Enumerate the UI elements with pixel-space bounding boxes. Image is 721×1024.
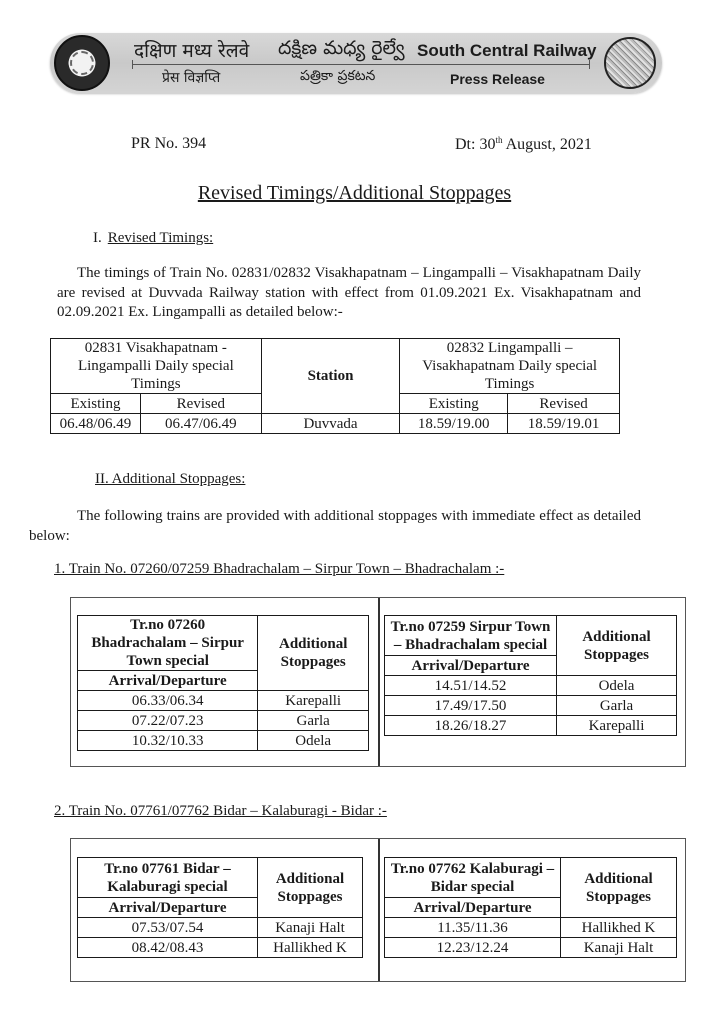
table-cell: 06.47/06.49: [140, 414, 261, 434]
hindi-title: दक्षिण मध्य रेलवे: [134, 40, 250, 62]
table-row: [51, 414, 620, 434]
telugu-title: దక్షిణ మధ్య రైల్వే: [278, 37, 405, 59]
section-2-heading: II. Additional Stoppages:: [95, 471, 246, 487]
table-row: [385, 696, 677, 716]
station-cell: Odela: [557, 676, 677, 696]
table-cell: 18.59/19.00: [400, 414, 508, 434]
section-2-paragraph: The following trains are provided with additional stoppages with immediate effect as detailed below:: [29, 508, 641, 544]
station-header: Station: [261, 339, 400, 414]
train-1-heading: 1. Train No. 07260/07259 Bhadrachalam – Sirpur Town – Bhadrachalam :-: [54, 561, 505, 577]
station-cell: Garla: [258, 711, 369, 731]
station-cell: Garla: [557, 696, 677, 716]
section-1-label: Revised Timings:: [107, 230, 214, 246]
station-cell: Hallikhed K: [258, 938, 363, 958]
station-cell: Odela: [258, 731, 369, 751]
stoppage-header: Additional Stoppages: [258, 858, 363, 918]
train-2-heading: 2. Train No. 07761/07762 Bidar – Kalaburagi - Bidar :-: [54, 803, 387, 819]
date-day: Dt: 30: [455, 136, 496, 153]
table-row: [385, 918, 677, 938]
time-header: Arrival/Departure: [78, 671, 258, 691]
banner-divider: [132, 64, 590, 65]
station-cell: Kanaji Halt: [561, 938, 677, 958]
date-ordinal: th: [495, 135, 503, 145]
table-row: [78, 691, 369, 711]
table-row: [385, 938, 677, 958]
right-group-header: 02832 Lingampalli – Visakhapatnam Daily special Timings: [400, 339, 620, 394]
station-cell: Karepalli: [557, 716, 677, 736]
left-group-header: 02831 Visakhapatnam - Lingampalli Daily special Timings: [51, 339, 262, 394]
time-cell: 10.32/10.33: [78, 731, 258, 751]
train-header: Tr.no 07761 Bidar – Kalaburagi special: [78, 858, 258, 898]
locomotive-emblem-icon: [604, 37, 656, 89]
time-cell: 18.26/18.27: [385, 716, 557, 736]
table-row: [385, 676, 677, 696]
date-month-year: August, 2021: [502, 136, 592, 153]
train-header: Tr.no 07259 Sirpur Town – Bhadrachalam special: [385, 616, 557, 656]
hindi-subtitle: प्रेस विज्ञप्ति: [162, 70, 221, 86]
press-release-number: PR No. 394: [131, 135, 207, 152]
time-header: Arrival/Departure: [385, 898, 561, 918]
time-cell: 07.53/07.54: [78, 918, 258, 938]
stoppage-header: Additional Stoppages: [557, 616, 677, 676]
sub-header: Revised: [140, 394, 261, 414]
table-row: [385, 716, 677, 736]
table-row: [78, 918, 363, 938]
section-1-number: I.: [93, 230, 102, 246]
english-title: South Central Railway: [417, 41, 597, 60]
time-cell: 11.35/11.36: [385, 918, 561, 938]
section-1-heading: [93, 230, 213, 247]
station-cell: Kanaji Halt: [258, 918, 363, 938]
table-row: [78, 711, 369, 731]
stoppage-table-07260: [77, 615, 369, 751]
revised-timings-table: [50, 338, 620, 434]
sub-header: Existing: [400, 394, 508, 414]
train-header: Tr.no 07762 Kalaburagi – Bidar special: [385, 858, 561, 898]
time-cell: 08.42/08.43: [78, 938, 258, 958]
stoppage-table-07762: [384, 857, 677, 958]
stoppage-table-07259: [384, 615, 677, 736]
time-cell: 07.22/07.23: [78, 711, 258, 731]
table-cell: 18.59/19.01: [508, 414, 620, 434]
stoppage-header: Additional Stoppages: [258, 616, 369, 691]
telugu-subtitle: పత్రికా ప్రకటన: [300, 68, 376, 84]
station-cell: Karepalli: [258, 691, 369, 711]
stoppage-table-07761: [77, 857, 363, 958]
train-header: Tr.no 07260 Bhadrachalam – Sirpur Town special: [78, 616, 258, 671]
stoppage-header: Additional Stoppages: [561, 858, 677, 918]
sub-header: Existing: [51, 394, 141, 414]
time-cell: 06.33/06.34: [78, 691, 258, 711]
section-1-paragraph: The timings of Train No. 02831/02832 Visakhapatnam – Lingampalli – Visakhapatnam Daily are revised at Duvvada Railway station with effect from 01.09.2021 Ex. Visakhapatnam and 02.09.2021 Ex. Lingampalli as detailed below:-: [57, 265, 641, 320]
time-cell: 14.51/14.52: [385, 676, 557, 696]
table-row: [78, 938, 363, 958]
sub-header: Revised: [508, 394, 620, 414]
time-cell: 12.23/12.24: [385, 938, 561, 958]
indian-railways-emblem-icon: [54, 35, 110, 91]
table-cell: 06.48/06.49: [51, 414, 141, 434]
english-subtitle: Press Release: [450, 71, 545, 87]
table-row: [78, 731, 369, 751]
table-cell: Duvvada: [261, 414, 400, 434]
page-title: Revised Timings/Additional Stoppages: [197, 182, 512, 204]
time-cell: 17.49/17.50: [385, 696, 557, 716]
station-cell: Hallikhed K: [561, 918, 677, 938]
letterhead-banner: [50, 33, 662, 93]
time-header: Arrival/Departure: [78, 898, 258, 918]
time-header: Arrival/Departure: [385, 656, 557, 676]
release-date: [455, 135, 592, 154]
